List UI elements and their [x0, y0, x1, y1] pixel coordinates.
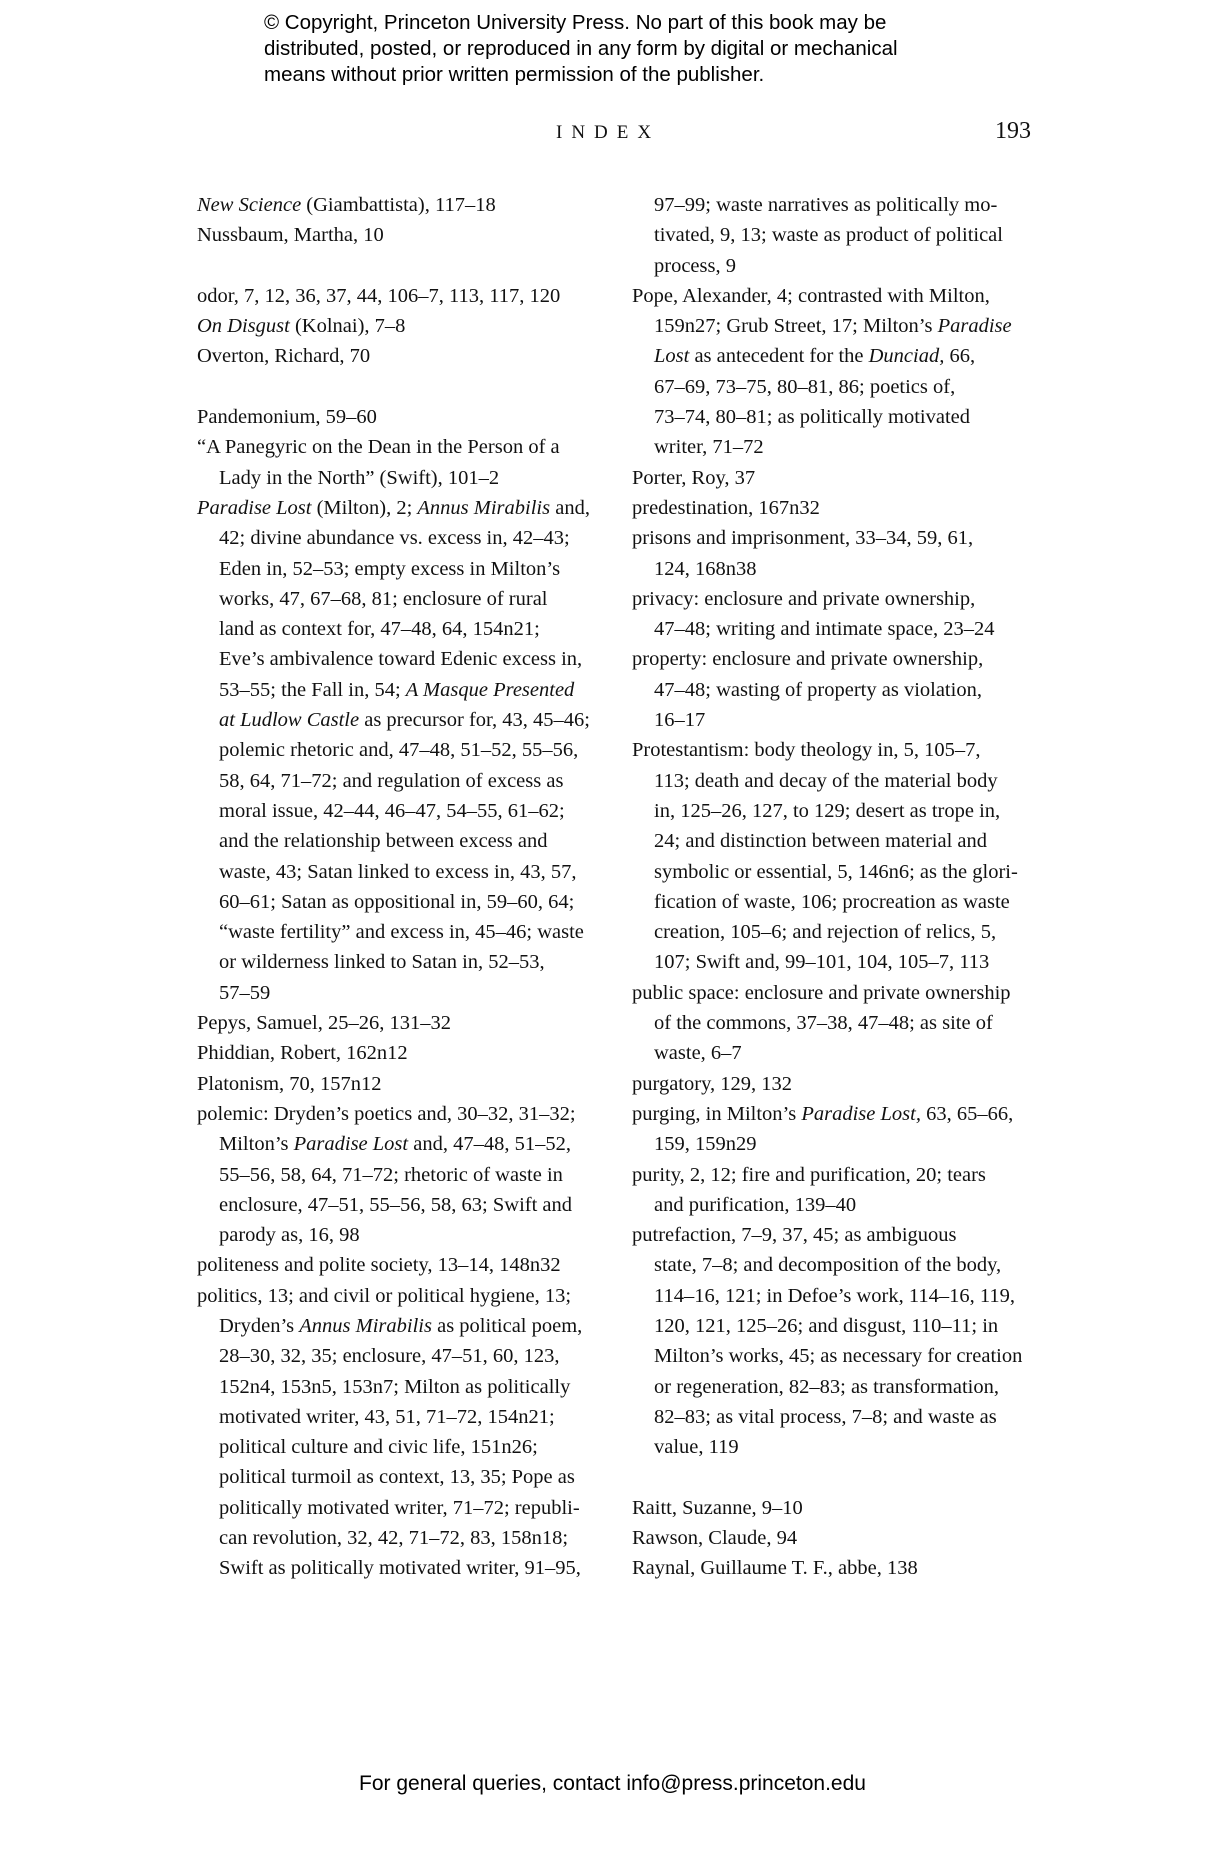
index-entry-continuation: 42; divine abundance vs. excess in, 42–43;	[219, 527, 570, 550]
index-entry-continuation: politically motivated writer, 71–72; republi-	[219, 1496, 580, 1519]
index-entry-continuation: 60–61; Satan as oppositional in, 59–60, 64;	[219, 890, 575, 913]
index-entry: “A Panegyric on the Dean in the Person of a	[197, 436, 560, 459]
index-entry: Raynal, Guillaume T. F., abbe, 138	[632, 1557, 918, 1580]
index-entry-continuation: 67–69, 73–75, 80–81, 86; poetics of,	[654, 375, 956, 398]
index-entry-continuation: in, 125–26, 127, to 129; desert as trope in,	[654, 799, 1001, 822]
letter-group-gap	[197, 251, 607, 281]
index-entry: putrefaction, 7–9, 37, 45; as ambiguous	[632, 1224, 957, 1247]
index-entry-continuation: 53–55; the Fall in, 54; A Masque Presented	[219, 678, 575, 701]
index-entry: Pepys, Samuel, 25–26, 131–32	[197, 1012, 451, 1035]
index-entry-continuation: 152n4, 153n5, 153n7; Milton as politically	[219, 1375, 571, 1398]
index-entry-continuation: creation, 105–6; and rejection of relics, 5,	[654, 921, 997, 944]
index-entry-continuation: or regeneration, 82–83; as transformation,	[654, 1375, 999, 1398]
copyright-line: distributed, posted, or reproduced in any form by digital or mechanical	[264, 37, 898, 60]
index-entry-continuation: political turmoil as context, 13, 35; Pope as	[219, 1466, 575, 1489]
index-entry-continuation: 24; and distinction between material and	[654, 830, 988, 853]
index-entry-continuation: value, 119	[654, 1436, 739, 1459]
index-entry: Paradise Lost (Milton), 2; Annus Mirabilis and,	[197, 496, 590, 519]
index-column-right	[632, 190, 1047, 1584]
index-entry-continuation: political culture and civic life, 151n26;	[219, 1436, 538, 1459]
index-entry-continuation: land as context for, 47–48, 64, 154n21;	[219, 618, 540, 641]
index-entry-continuation: moral issue, 42–44, 46–47, 54–55, 61–62;	[219, 799, 565, 822]
index-entry: Pandemonium, 59–60	[197, 406, 377, 429]
index-entry-continuation: Milton’s works, 45; as necessary for creation	[654, 1345, 1023, 1368]
index-entry: Porter, Roy, 37	[632, 466, 756, 489]
index-entry-continuation: motivated writer, 43, 51, 71–72, 154n21;	[219, 1405, 555, 1428]
index-entry-continuation: Lady in the North” (Swift), 101–2	[219, 466, 500, 489]
letter-group-gap	[197, 372, 607, 402]
index-entry-continuation: 107; Swift and, 99–101, 104, 105–7, 113	[654, 951, 990, 974]
index-entry-continuation: or wilderness linked to Satan in, 52–53,	[219, 951, 545, 974]
index-entry: politeness and polite society, 13–14, 148n32	[197, 1254, 561, 1277]
index-column-left	[197, 190, 607, 1584]
index-entry-continuation: 47–48; wasting of property as violation,	[654, 678, 982, 701]
index-entry-continuation: waste, 43; Satan linked to excess in, 43, 57,	[219, 860, 577, 883]
index-entry: polemic: Dryden’s poetics and, 30–32, 31–32;	[197, 1102, 576, 1125]
index-entry: Phiddian, Robert, 162n12	[197, 1042, 408, 1065]
index-entry: privacy: enclosure and private ownership,	[632, 587, 976, 610]
index-entry-continuation: tivated, 9, 13; waste as product of political	[654, 224, 1003, 247]
index-entry-continuation: process, 9	[654, 254, 736, 277]
running-head	[0, 118, 1225, 148]
index-entry: purity, 2, 12; fire and purification, 20; tears	[632, 1163, 986, 1186]
index-entry-continuation: of the commons, 37–38, 47–48; as site of	[654, 1012, 993, 1035]
index-entry-continuation: 120, 121, 125–26; and disgust, 110–11; in	[654, 1314, 999, 1337]
index-entry-continuation: state, 7–8; and decomposition of the body,	[654, 1254, 1002, 1277]
index-entry-continuation: 159n27; Grub Street, 17; Milton’s Paradise	[654, 315, 1012, 338]
copyright-notice	[264, 10, 1024, 88]
index-entry: purgatory, 129, 132	[632, 1072, 792, 1095]
index-entry-continuation: 159, 159n29	[654, 1133, 757, 1156]
copyright-line: means without prior written permission of the publisher.	[264, 63, 765, 86]
index-entry: Rawson, Claude, 94	[632, 1527, 798, 1550]
index-entry: Protestantism: body theology in, 5, 105–7,	[632, 739, 981, 762]
letter-group-gap	[632, 1462, 1047, 1492]
index-entry-continuation: 97–99; waste narratives as politically mo-	[654, 194, 998, 216]
index-entry-continuation: 113; death and decay of the material body	[654, 769, 998, 792]
index-entry-continuation: 28–30, 32, 35; enclosure, 47–51, 60, 123,	[219, 1345, 560, 1368]
index-entry-continuation: Dryden’s Annus Mirabilis as political poem,	[219, 1314, 583, 1337]
index-entry: politics, 13; and civil or political hygiene, 13;	[197, 1284, 572, 1307]
copyright-line: © Copyright, Princeton University Press. No part of this book may be	[264, 11, 887, 34]
index-entry-continuation: polemic rhetoric and, 47–48, 51–52, 55–56,	[219, 739, 579, 762]
index-entry-continuation: fication of waste, 106; procreation as waste	[654, 890, 1010, 913]
index-entry-continuation: symbolic or essential, 5, 146n6; as the glori-	[654, 860, 1018, 883]
index-entry-continuation: 16–17	[654, 709, 706, 732]
index-entry-continuation: 124, 168n38	[654, 557, 757, 580]
index-entry-continuation: Eve’s ambivalence toward Edenic excess in,	[219, 648, 583, 671]
index-entry-continuation: 82–83; as vital process, 7–8; and waste as	[654, 1405, 997, 1428]
index-entry: Pope, Alexander, 4; contrasted with Milton,	[632, 284, 990, 307]
index-entry-continuation: 57–59	[219, 981, 271, 1004]
index-entry-continuation: 73–74, 80–81; as politically motivated	[654, 406, 970, 429]
index-entry: property: enclosure and private ownership,	[632, 648, 984, 671]
index-entry-continuation: at Ludlow Castle as precursor for, 43, 45–46;	[219, 709, 590, 732]
index-entry: On Disgust (Kolnai), 7–8	[197, 315, 406, 338]
index-entry-continuation: and purification, 139–40	[654, 1193, 857, 1216]
index-entry-continuation: “waste fertility” and excess in, 45–46; waste	[219, 921, 584, 944]
index-entry-continuation: 58, 64, 71–72; and regulation of excess as	[219, 769, 564, 792]
index-entry: Platonism, 70, 157n12	[197, 1072, 382, 1095]
index-entry: Nussbaum, Martha, 10	[197, 224, 384, 247]
index-entry: purging, in Milton’s Paradise Lost, 63, 65–66,	[632, 1102, 1014, 1125]
index-entry-continuation: can revolution, 32, 42, 71–72, 83, 158n18;	[219, 1527, 569, 1550]
page-number: 193	[995, 118, 1031, 144]
index-entry: Raitt, Suzanne, 9–10	[632, 1496, 803, 1519]
index-entry-continuation: parody as, 16, 98	[219, 1224, 360, 1247]
index-entry-continuation: and the relationship between excess and	[219, 830, 548, 853]
index-entry-continuation: Swift as politically motivated writer, 91–95,	[219, 1557, 581, 1580]
index-entry-continuation: Lost as antecedent for the Dunciad, 66,	[654, 345, 976, 368]
index-entry: prisons and imprisonment, 33–34, 59, 61,	[632, 527, 974, 550]
index-entry-continuation: waste, 6–7	[654, 1042, 742, 1065]
index-entry-continuation: 47–48; writing and intimate space, 23–24	[654, 618, 995, 641]
index-entry-continuation: works, 47, 67–68, 81; enclosure of rural	[219, 587, 548, 610]
index-entry: odor, 7, 12, 36, 37, 44, 106–7, 113, 117, 120	[197, 284, 561, 307]
running-title: INDEX	[556, 122, 661, 143]
index-entry-continuation: writer, 71–72	[654, 436, 764, 459]
footer-contact	[0, 1772, 1225, 1796]
index-entry-continuation: Eden in, 52–53; empty excess in Milton’s	[219, 557, 561, 580]
index-entry: Overton, Richard, 70	[197, 345, 371, 368]
index-entry-continuation: Milton’s Paradise Lost and, 47–48, 51–52,	[219, 1133, 571, 1156]
index-entry: public space: enclosure and private ownership	[632, 981, 1011, 1004]
index-entry-continuation: 114–16, 121; in Defoe’s work, 114–16, 119,	[654, 1284, 1015, 1307]
index-entry-continuation: enclosure, 47–51, 55–56, 58, 63; Swift and	[219, 1193, 573, 1216]
index-entry-continuation: 55–56, 58, 64, 71–72; rhetoric of waste in	[219, 1163, 563, 1186]
index-entry: New Science (Giambattista), 117–18	[197, 194, 496, 216]
footer-contact-text: For general queries, contact info@press.princeton.edu	[359, 1772, 866, 1795]
index-entry: predestination, 167n32	[632, 496, 820, 519]
